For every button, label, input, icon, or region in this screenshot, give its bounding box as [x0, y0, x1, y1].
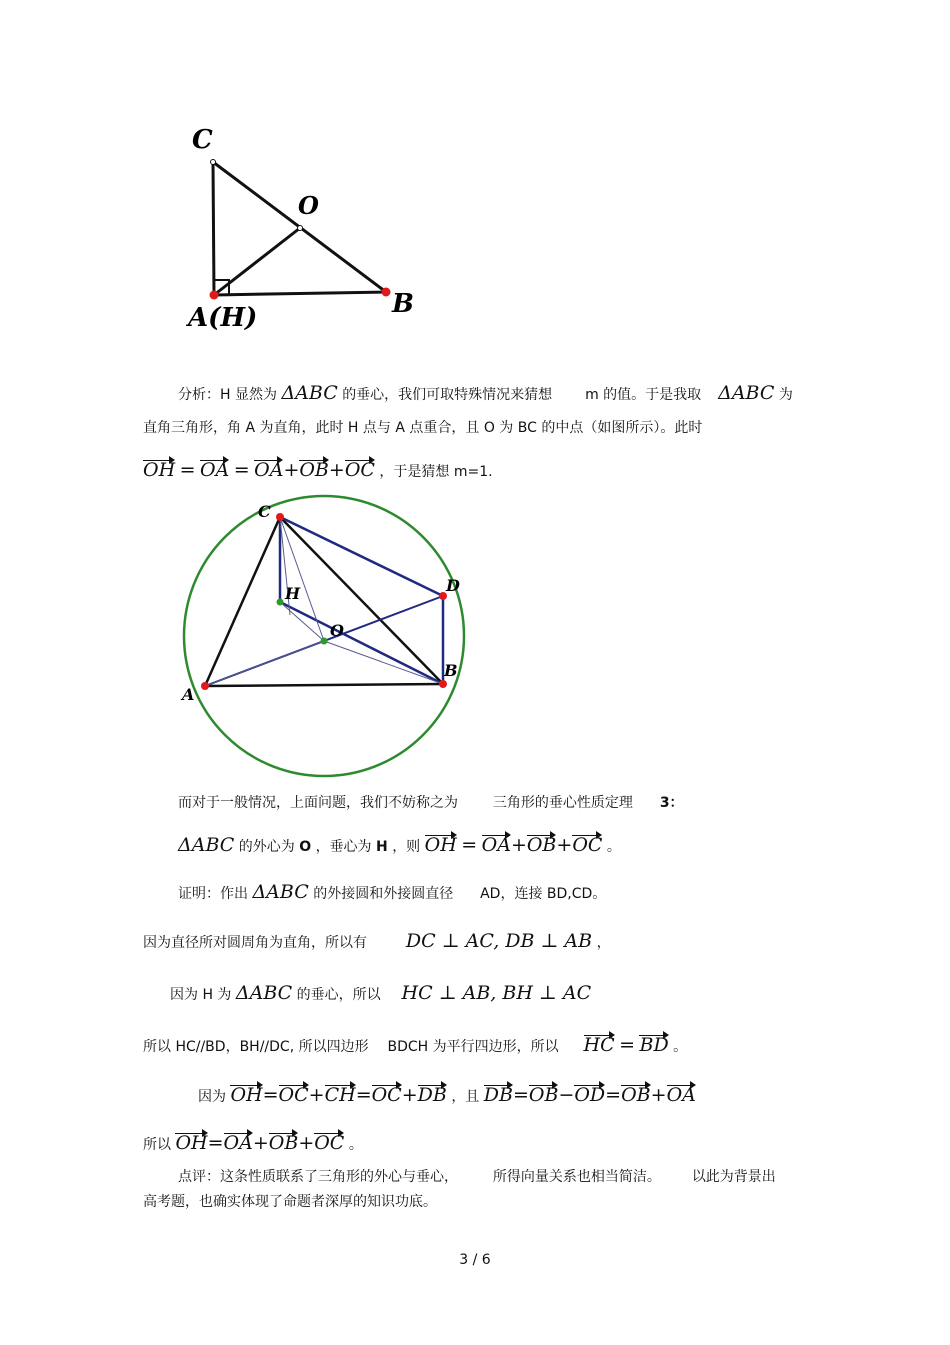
- vector-oh: OH: [424, 834, 457, 856]
- theorem-number: 3：: [659, 795, 684, 811]
- proof-text-1: 证明：作出: [178, 886, 248, 902]
- vector-oa: OA: [481, 834, 511, 856]
- point-c: [276, 513, 284, 521]
- vector-oc: OC: [278, 1084, 309, 1106]
- point-h: [277, 599, 284, 606]
- segment-ca: [213, 162, 214, 295]
- proof-text-3: AD，连接 BD,CD。: [480, 886, 607, 902]
- segment-ab: [214, 292, 386, 295]
- triangle-abc: ΔABC: [178, 834, 235, 856]
- point-b: [382, 288, 391, 297]
- vector-oh: OH: [230, 1084, 263, 1106]
- vector-ob: OB: [268, 1132, 299, 1154]
- vector-oc: OC: [371, 1084, 402, 1106]
- vector-ch: CH: [324, 1084, 356, 1106]
- proof-text-5: ，: [596, 935, 611, 951]
- proof-text-11: ，且: [451, 1089, 480, 1105]
- page-number: 3 / 6: [459, 1252, 491, 1268]
- point-a: [201, 682, 209, 690]
- point-o: [321, 638, 328, 645]
- analysis-text-1: 分析：H 显然为: [178, 387, 277, 403]
- proof-text-2: 的外接圆和外接圆直径: [313, 886, 454, 902]
- perpendicular-relation-1: DC ⊥ AC, DB ⊥ AB: [405, 930, 593, 952]
- proof-text-7: 的垂心，所以: [296, 987, 381, 1003]
- vector-db: DB: [483, 1084, 513, 1106]
- vector-ob: OB: [621, 1084, 651, 1106]
- proof-text-12: 所以: [143, 1137, 171, 1153]
- analysis-text-5: 直角三角形，角 A 为直角，此时 H 点与 A 点重合，且 O 为 BC 的中点（如图所示）。此时: [143, 420, 703, 436]
- vector-ob: OB: [528, 1084, 559, 1106]
- proof-text-10: 因为: [198, 1089, 226, 1105]
- analysis-text-4: 为: [778, 387, 793, 403]
- label-h: H: [285, 584, 301, 603]
- triangle-abc: ΔABC: [718, 382, 775, 404]
- segment-ab: [205, 684, 443, 686]
- theorem-name: 三角形的垂心性质定理: [492, 795, 633, 811]
- theorem-end: 。: [606, 839, 621, 855]
- point-b: [439, 680, 447, 688]
- vector-oh: OH: [175, 1132, 208, 1154]
- point-a: [210, 291, 219, 300]
- proof-end-4: 。: [673, 1039, 688, 1055]
- label-d: D: [446, 576, 460, 595]
- analysis-text-6: ，于是猜想 m=1.: [379, 464, 493, 480]
- comment-text-2: 所得向量关系也相当简洁。: [492, 1169, 661, 1185]
- vector-db: DB: [417, 1084, 447, 1106]
- proof-text-9: BDCH 为平行四边形，所以: [387, 1039, 559, 1055]
- vector-oa: OA: [223, 1132, 253, 1154]
- theorem-text-2: ，垂心为: [315, 839, 372, 855]
- comment-text-1: 点评：这条性质联系了三角形的外心与垂心，: [178, 1169, 458, 1185]
- vector-ob-line: [324, 641, 443, 684]
- segment-cd: [280, 517, 443, 596]
- vector-ob: OB: [299, 459, 329, 481]
- triangle-abc: ΔABC: [235, 982, 293, 1004]
- label-c: C: [192, 125, 213, 155]
- theorem-text-1: 的外心为: [238, 839, 295, 855]
- vector-ob: OB: [526, 834, 557, 856]
- theorem-intro: 而对于一般情况，上面问题，我们不妨称之为: [178, 795, 458, 811]
- vector-oa: OA: [666, 1084, 696, 1106]
- vector-oc: OC: [572, 834, 603, 856]
- triangle-abc: ΔABC: [252, 881, 309, 903]
- theorem-h: H: [376, 839, 388, 855]
- figure-right-triangle: [180, 120, 430, 340]
- label-b: B: [392, 289, 414, 319]
- label-o: O: [330, 621, 344, 640]
- vector-hc: HC: [583, 1034, 615, 1056]
- triangle-abc: ΔABC: [281, 382, 338, 404]
- vector-oc: OC: [344, 459, 375, 481]
- vector-oh: OH: [143, 459, 176, 481]
- vector-oa: OA: [199, 459, 230, 481]
- label-o: O: [298, 191, 319, 220]
- segment-hb: [280, 602, 443, 684]
- segment-ao: [214, 228, 300, 295]
- comment-text-3: 以此为背景出: [691, 1169, 776, 1185]
- perpendicular-relation-2: HC ⊥ AB, BH ⊥ AC: [401, 982, 592, 1004]
- analysis-text-2: 的垂心，我们可取特殊情况来猜想: [342, 387, 553, 403]
- analysis-text-3: m 的值。于是我取: [585, 387, 702, 403]
- segment-cb: [280, 517, 443, 684]
- theorem-text-3: ，则: [392, 839, 421, 855]
- segment-ac: [205, 517, 280, 686]
- label-a: A: [182, 685, 195, 704]
- comment-text-4: 高考题，也确实体现了命题者深厚的知识功底。: [143, 1194, 437, 1210]
- label-a-h: A(H): [188, 303, 258, 333]
- vector-oc: OC: [314, 1132, 345, 1154]
- proof-text-8: 所以 HC//BD，BH//DC, 所以四边形: [143, 1039, 369, 1055]
- label-c: C: [258, 502, 271, 521]
- point-c: [211, 160, 216, 165]
- figure-circumcircle: [178, 490, 478, 790]
- vector-oa: OA: [254, 459, 284, 481]
- theorem-o: O: [299, 839, 312, 855]
- proof-text-4: 因为直径所对圆周角为直角，所以有: [143, 935, 367, 951]
- point-o: [298, 226, 303, 231]
- vector-od: OD: [574, 1084, 606, 1106]
- vector-bd: BD: [639, 1034, 669, 1056]
- label-b: B: [444, 661, 458, 680]
- proof-end-6: 。: [348, 1137, 363, 1153]
- proof-text-6: 因为 H 为: [170, 987, 232, 1003]
